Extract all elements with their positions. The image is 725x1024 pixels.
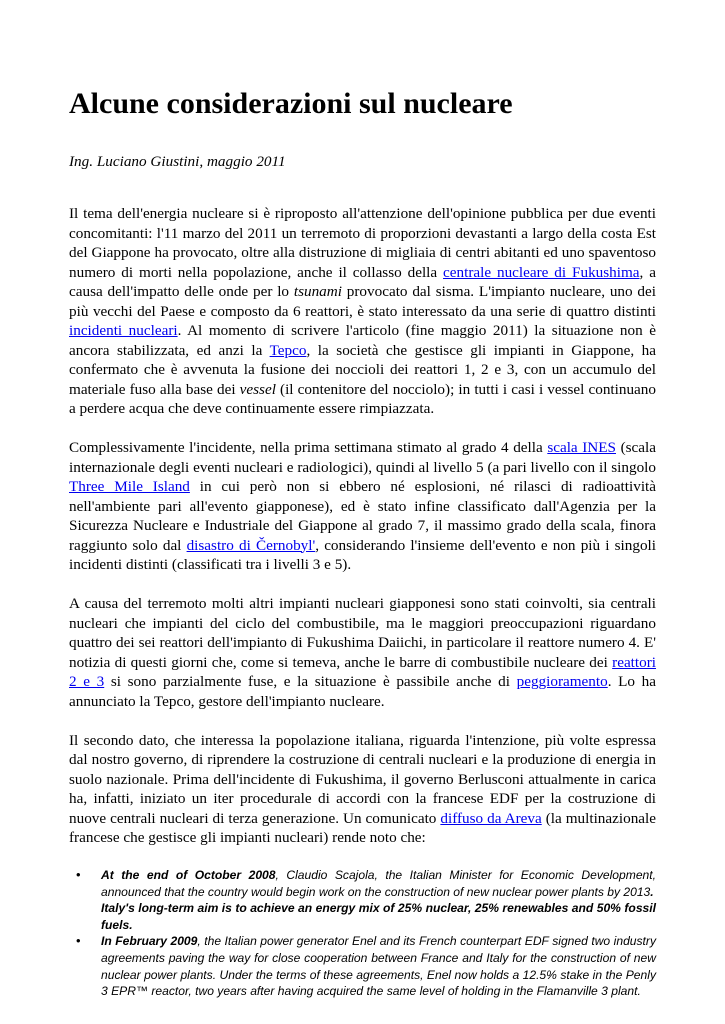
paragraph-1 <box>69 204 656 419</box>
text-run: . Al momento di scrivere l'articolo (fine maggio 2011) la situazione non è ancora stabilizzata, ed anzi la <box>69 322 656 359</box>
text-run: , a causa dell'impatto delle onde per lo <box>69 263 656 300</box>
text-run: A causa del terremoto molti altri impianti nucleari giapponesi sono stati coinvolti, sia centrali nucleari che impianti del ciclo del combustibile, ma le maggiori preoccupazioni riguardano quattro dei sei reattori dell'impianto di Fukushima Daiichi, in particolare il reattore numero 4. E' notizia di questi giorni che, come si temeva, anche le barre di combustibile nucleare dei <box>69 595 656 671</box>
bullet-dot-icon: • <box>76 933 81 949</box>
document-body <box>69 204 656 1000</box>
bullet-item-2 <box>69 933 656 999</box>
author-line: Ing. Luciano Giustini, maggio 2011 <box>69 153 286 170</box>
emphasis-vessel: vessel <box>239 380 276 398</box>
text-run: provocato dal sisma. L'impianto nucleare, uno dei più vecchi del Paese e composto da 6 reattori, è stato interessato da una serie di quattro distinti <box>69 283 656 320</box>
bullet-item-1 <box>69 867 656 933</box>
text-run: Complessivamente l'incidente, nella prima settimana stimato al grado 4 della <box>69 439 548 456</box>
paragraph-2 <box>69 438 656 575</box>
bold-date: At the end of October 2008 <box>101 868 276 882</box>
text-run: , considerando l'insieme dell'evento e non più i singoli incidenti distinti (classificati tra i livelli 3 e 5). <box>69 536 656 573</box>
paragraph-3 <box>69 594 656 711</box>
paragraph-4 <box>69 731 656 848</box>
text-run: , the Italian power generator Enel and its French counterpart EDF signed two industry agreements paving the way for close cooperation between France and Italy for the construction of new nuclear power plants. Under the terms of these agreements, Enel now holds a 12.5% stake in the Penly 3 EPR™ reactor, two years after having acquired the same level of holding in the Flamanville 3 plant. <box>101 934 656 999</box>
text-run: (la multinazionale francese che gestisce gli impianti nucleari) rende noto che: <box>69 809 656 846</box>
link-areva-release[interactable]: diffuso da Areva <box>440 809 542 827</box>
text-run: Il secondo dato, che interessa la popolazione italiana, riguarda l'intenzione, più volte espressa dal nostro governo, di riprendere la costruzione di centrali nucleari e la produzione di energia in suolo nazionale. Prima dell'incidente di Fukushima, il governo Berlusconi attualmente in carica ha, infatti, iniziato un iter procedurale di accordi con la francese EDF per la costruzione di nuove centrali nucleari di terza generazione. Un comunicato <box>69 731 656 827</box>
link-reactors-2-3[interactable]: reattori 2 e 3 <box>69 653 656 690</box>
text-run: (scala internazionale degli eventi nucleari e radiologici), quindi al livello 5 (a pari livello con il singolo <box>69 439 656 476</box>
text-run: si sono parzialmente fuse, e la situazione è passibile anche di <box>104 673 517 690</box>
text-run: Il tema dell'energia nucleare si è riproposto all'attenzione dell'opinione pubblica per due eventi concomitanti: l'11 marzo del 2011 un terremoto di proporzioni devastanti a largo della costa Est del Giappone ha provocato, oltre alla distruzione di migliaia di centri abitanti ed uno spaventoso numero di morti nella popolazione, anche il collasso della <box>69 205 656 281</box>
text-run: , Claudio Scajola, the Italian Minister for Economic Development, announced that the country would begin work on the construction of new nuclear power plants by 2013 <box>101 868 656 899</box>
emphasis-tsunami: tsunami <box>293 283 342 300</box>
quoted-bullet-list <box>69 867 656 1000</box>
bullet-dot-icon: • <box>76 867 81 882</box>
text-run: . Lo ha annunciato la Tepco, gestore dell'impianto nucleare. <box>69 673 656 710</box>
link-chernobyl-disaster[interactable]: disastro di Černobyl' <box>186 536 316 554</box>
bold-date: In February 2009 <box>101 934 198 949</box>
bold-energy-mix: Italy's long-term aim is to achieve an energy mix of 25% nuclear, 25% renewables and 50% fossil fuels. <box>101 901 656 932</box>
link-nuclear-incidents[interactable]: incidenti nucleari <box>69 322 178 339</box>
text-run: (il contenitore del nocciolo); in tutti i casi i vessel continuano a perdere acqua che deve continuamente essere rimpiazzata. <box>69 380 656 417</box>
link-three-mile-island[interactable]: Three Mile Island <box>69 478 190 495</box>
link-worsening[interactable]: peggioramento <box>516 673 608 690</box>
bold-period: . <box>650 884 654 899</box>
document-title: Alcune considerazioni sul nucleare <box>69 87 513 120</box>
link-fukushima-plant[interactable]: centrale nucleare di Fukushima <box>443 263 640 281</box>
text-run: in cui però non si ebbero né esplosioni, né rilasci di radioattività nell'ambiente pari all'evento giapponese), ed è stato infine classificato dall'Agenzia per la Sicurezza Nucleare e Industriale del Giappone al grado 7, il massimo grado della scala, finora raggiunto solo dal <box>69 478 656 554</box>
link-ines-scale[interactable]: scala INES <box>547 439 616 456</box>
link-tepco[interactable]: Tepco <box>269 341 307 359</box>
text-run: , la società che gestisce gli impianti in Giappone, ha confermato che è avvenuta la fusione dei noccioli dei reattori 1, 2 e 3, con un accumulo del materiale fuso alla base dei <box>69 341 657 398</box>
